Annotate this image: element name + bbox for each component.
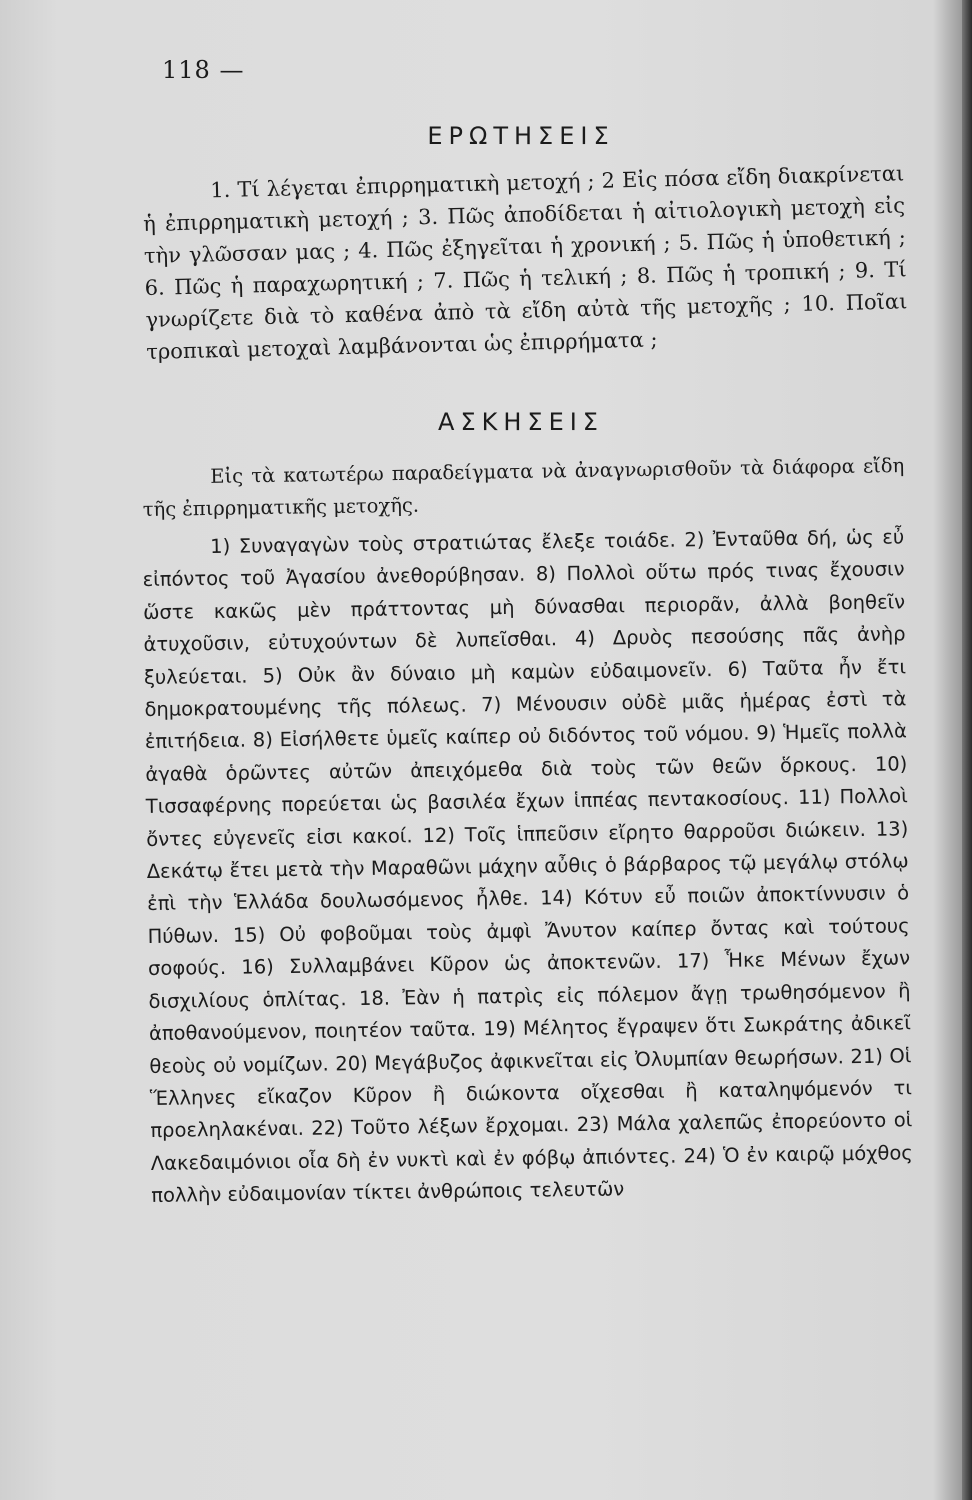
exercises-paragraph: 1) Συναγαγὼν τοὺς στρατιώτας ἔλεξε τοιάδε. 2) Ἐνταῦθα δή, ὡς εὖ εἰπόντος τοῦ Ἀγασίου ἀνεθορύβησαν. 8) Πολλοὶ οὕτω πρός τινας ἔχουσιν ὥστε κακῶς μὲν πράττοντας μὴ δύνασθαι περιορᾶν, ἀλλὰ βοηθεῖν ἀτυχοῦσιν, εὐτυχούντων δὲ λυπεῖσθαι. 4) Δρυὸς πεσούσης πᾶς ἀνὴρ ξυλεύεται. 5) Οὐκ ἂν δύναιο μὴ καμὼν εὐδαιμονεῖν. 6) Ταῦτα ἦν ἔτι δημοκρατουμένης τῆς πόλεως. 7) Μένουσιν οὐδὲ μιᾶς ἡμέρας ἐστὶ τὰ ἐπιτήδεια. 8) Εἰσήλθετε ὑμεῖς καίπερ οὐ διδόντος τοῦ νόμου. 9) Ἡμεῖς πολλὰ ἀγαθὰ ὁρῶντες αὐτῶν ἀπειχόμεθα διὰ τοὺς τῶν θεῶν ὅρκους. 10) Τισσαφέρνης πορεύεται ὡς βασιλέα ἔχων ἱππέας πεντακοσίους. 11) Πολλοὶ ὄντες εὐγενεῖς εἰσι κακοί. 12) Τοῖς ἱππεῦσιν εἴρητο θαρροῦσι διώκειν. 13) Δεκάτῳ ἔτει μετὰ τὴν Μαραθῶνι μάχην αὖθις ὁ βάρβαρος τῷ μεγάλῳ στόλῳ ἐπὶ τὴν Ἑλλάδα δουλωσόμενος ἦλθε. 14) Κότυν εὖ ποιῶν ἀποκτίννυσιν ὁ Πύθων. 15) Οὐ φοβοῦμαι τοὺς ἀμφὶ Ἄνυτον καίπερ ὄντας καὶ τούτους σοφούς. 16) Συλλαμβάνει Κῦρον ὡς ἀποκτενῶν. 17) Ἧκε Μένων ἔχων δισχιλίους ὁπλίτας. 18. Ἐὰν ἡ πατρὶς εἰς πόλεμον ἄγῃ τρωθησόμενον ἢ ἀποθανούμενον, ποιητέον ταῦτα. 19) Μέλητος ἔγραψεν ὅτι Σωκράτης ἀδικεῖ θεοὺς οὐ νομίζων. 20) Μεγάβυζος ἀφικνεῖται εἰς Ὀλυμπίαν θεωρήσων. 21) Οἱ Ἕλληνες εἴκαζον Κῦρον ἢ διώκοντα οἴχεσθαι ἢ καταληψόμενόν τι προεληλακέναι. 22) Τοῦτο λέξων ἔρχομαι. 23) Μάλα χαλεπῶς ἐπορεύοντο οἱ Λακεδαιμόνιοι οἷα δὴ ἐν νυκτὶ καὶ ἐν φόβῳ ἀπιόντες. 24) Ὁ ἐν καιρῷ μόχθος πολλὴν εὐδαιμονίαν τίκτει ἀνθρώποις τελευτῶν bbox=[142, 525, 913, 1208]
exercises-intro-paragraph: Εἰς τὰ κατωτέρω παραδείγματα νὰ ἀναγνωρισθοῦν τὰ διάφορα εἴδη τῆς ἐπιρρηματικῆς μετοχῆς. bbox=[142, 454, 905, 521]
exercises-heading: ΑΣΚΗΣΕΙΣ bbox=[438, 408, 604, 436]
exercises-intro-section bbox=[142, 450, 905, 526]
page-number: 118 — bbox=[162, 56, 245, 84]
questions-heading: ΕΡΩΤΗΣΕΙΣ bbox=[427, 122, 615, 150]
page-edge-shadow bbox=[962, 0, 972, 1500]
questions-paragraph: 1. Τί λέγεται ἐπιρρηματικὴ μετοχή ; 2 Εἰς πόσα εἴδη διακρίνεται ἡ ἐπιρρηματικὴ μετοχή ; 3. Πῶς ἀποδίδεται ἡ αἰτιολογικὴ μετοχὴ εἰς τὴν γλῶσσαν μας ; 4. Πῶς ἐξηγεῖται ἡ χρονική ; 5. Πῶς ἡ ὑποθετική ; 6. Πῶς ἡ παραχωρητική ; 7. Πῶς ἡ τελική ; 8. Πῶς ἡ τροπική ; 9. Τί γνωρίζετε διὰ τὸ καθένα ἀπὸ τὰ εἴδη αὐτὰ τῆς μετοχῆς ; 10. Ποῖαι τροπικαὶ μετοχαὶ λαμβάνονται ὡς ἐπιρρήματα ; bbox=[142, 161, 908, 364]
questions-section bbox=[142, 157, 908, 368]
exercises-section bbox=[142, 521, 913, 1212]
